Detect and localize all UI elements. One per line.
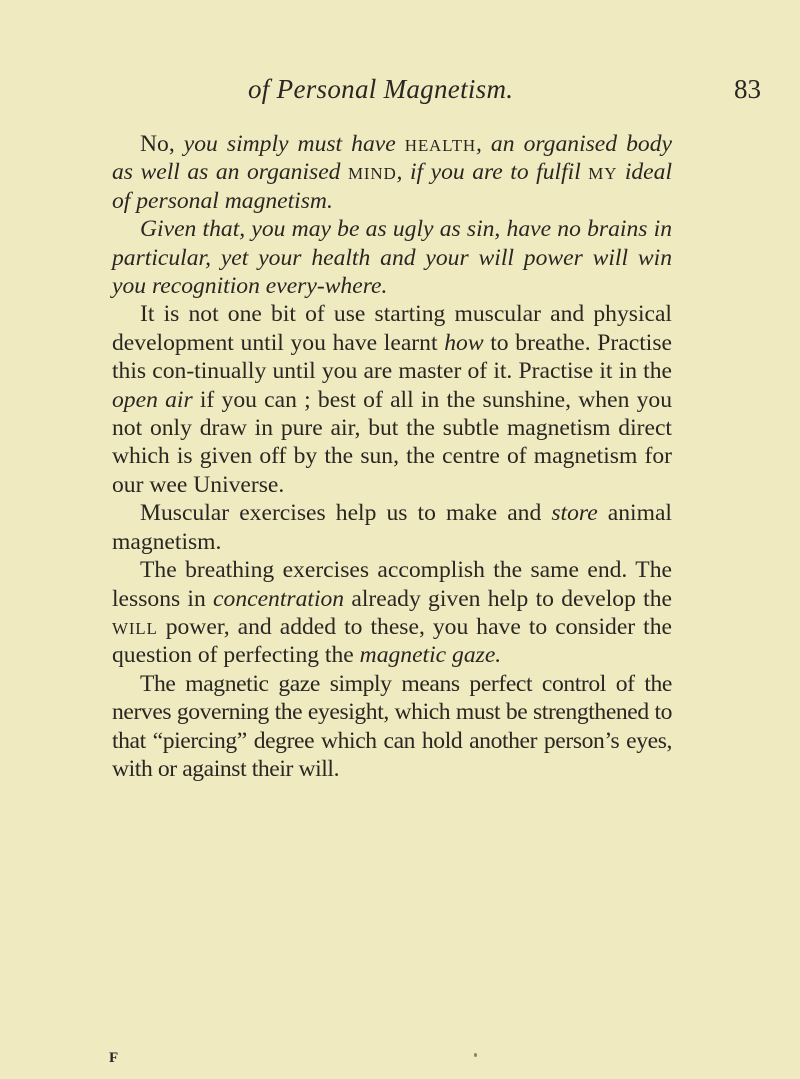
text-run-small-caps: mind: [348, 159, 397, 186]
text-run: The breathing exercises accomplish the same end. The lessons in: [112, 557, 672, 612]
paragraph: [112, 130, 672, 215]
body-text: [112, 130, 672, 783]
paragraph: [112, 215, 672, 300]
text-run: It is not one bit of use starting muscular and physical development until you have learnt: [112, 301, 672, 356]
text-run: Muscular exercises help us to make and: [140, 500, 552, 527]
text-run: The magnetic gaze simply means perfect control of the nerves governing the eyesight, which must be strengthened to that “piercing” degree which can hold another person’s eyes, with or against their will.: [112, 670, 672, 782]
text-run-italic: magnetic gaze.: [359, 642, 502, 669]
text-run-italic: Given that, you may be as ugly as sin, have no brains in particular, yet your health and your will power will win you recognition every-where.: [112, 216, 672, 300]
paragraph: [112, 300, 672, 499]
text-run-italic: store: [551, 500, 598, 527]
running-head: [248, 74, 668, 108]
text-run: to breathe. Practise this con-tinually until you are master of it. Practise it in the: [112, 329, 672, 385]
paragraph: [112, 556, 672, 670]
text-run-small-caps: health: [404, 131, 476, 157]
text-run: already given help to develop the: [344, 585, 672, 612]
paper-speck: [474, 1053, 477, 1057]
text-run-italic: open air: [112, 386, 193, 413]
text-run: animal magnetism.: [112, 500, 672, 555]
text-run-small-caps: will: [112, 613, 158, 640]
paragraph: [112, 670, 672, 784]
text-run-italic: how: [444, 329, 484, 356]
paragraph: [112, 499, 672, 556]
text-run: power, and added to these, you have to consider the question of perfecting the: [112, 613, 672, 669]
signature-mark: F: [109, 1050, 119, 1066]
text-run-small-caps: my: [588, 159, 618, 186]
page-number: 83: [734, 74, 761, 104]
text-run: No,: [140, 131, 175, 157]
text-run: if you can ; best of all in the sunshine, when you not only draw in pure air, but the subtle magnetism direct which is given off by the sun, the centre of magnetism for our wee Universe.: [112, 386, 672, 498]
text-run-italic: ideal of personal magnetism.: [112, 159, 673, 214]
text-run-italic: , an organised body as well as an organised: [112, 131, 672, 186]
text-run-italic: concentration: [213, 585, 345, 612]
text-run-italic: you simply must have: [174, 131, 405, 157]
running-head-title: of Personal Magnetism.: [248, 74, 514, 104]
text-run-italic: , if you are to fulfil: [396, 159, 589, 186]
